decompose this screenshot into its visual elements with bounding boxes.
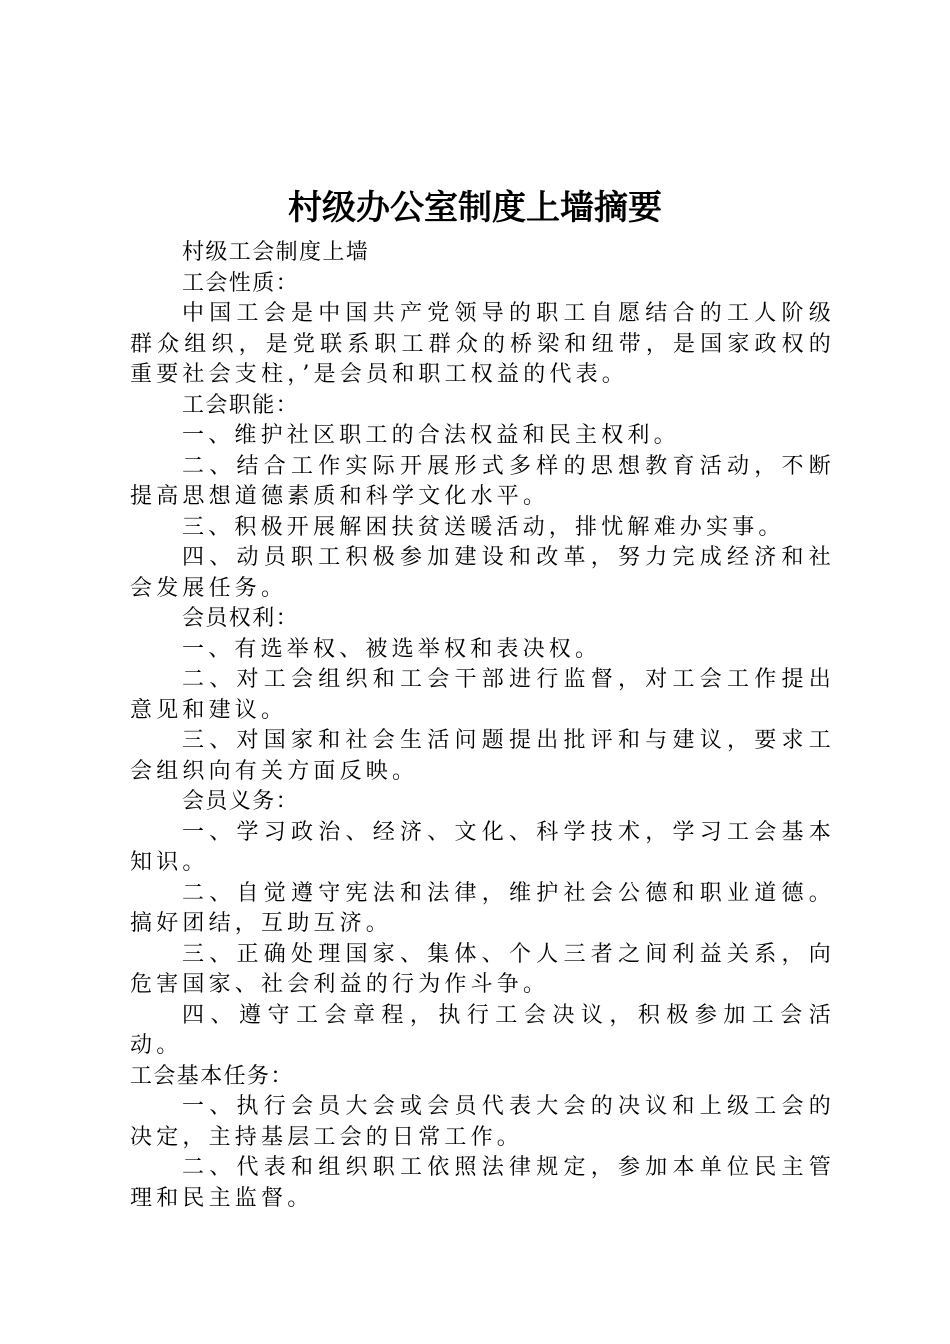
paragraph-function-2: 二、结合工作实际开展形式多样的思想教育活动，不断提高思想道德素质和科学文化水平。 bbox=[130, 453, 835, 509]
paragraph-duty-2: 二、自觉遵守宪法和法律，维护社会公德和职业道德。搞好团结，互助互济。 bbox=[130, 880, 835, 936]
paragraph-union-nature-text: 中国工会是中国共产党领导的职工自愿结合的工人阶级群众组织，是党联系职工群众的桥梁和纽带，是国家政权的重要社会支柱，’是会员和职工权益的代表。 bbox=[130, 301, 835, 387]
paragraph-function-3: 三、积极开展解困扶贫送暖活动，排忧解难办实事。 bbox=[182, 514, 785, 540]
paragraph-function-4: 四、动员职工积极参加建设和改革，努力完成经济和社会发展任务。 bbox=[130, 545, 835, 601]
paragraph-function-1: 一、维护社区职工的合法权益和民主权利。 bbox=[182, 423, 680, 448]
paragraph-union-functions-heading: 工会职能： bbox=[182, 392, 300, 418]
paragraph-basic-tasks-heading: 工会基本任务： bbox=[130, 1063, 294, 1089]
paragraph-right-2: 二、对工会组织和工会干部进行监督，对工会工作提出意见和建议。 bbox=[130, 667, 835, 723]
paragraph-duty-4: 四、遵守工会章程，执行工会决议，积极参加工会活动。 bbox=[130, 1002, 835, 1058]
paragraph-section-heading: 村级工会制度上墙 bbox=[182, 240, 370, 265]
paragraph-duty-1: 一、学习政治、经济、文化、科学技术，学习工会基本知识。 bbox=[130, 819, 835, 875]
paragraph-task-2: 二、代表和组织职工依照法律规定，参加本单位民主管理和民主监督。 bbox=[130, 1155, 835, 1211]
document-body bbox=[130, 238, 835, 1214]
paragraph-right-1: 一、有选举权、被选举权和表决权。 bbox=[182, 636, 602, 662]
paragraph-member-duties-heading: 会员义务： bbox=[182, 789, 300, 814]
document-title: 村级办公室制度上墙摘要 bbox=[288, 188, 662, 228]
paragraph-union-nature-heading: 工会性质： bbox=[182, 270, 300, 296]
paragraph-task-1: 一、执行会员大会或会员代表大会的决议和上级工会的决定，主持基层工会的日常工作。 bbox=[130, 1094, 835, 1150]
paragraph-member-rights-heading: 会员权利： bbox=[182, 606, 300, 631]
paragraph-duty-3: 三、正确处理国家、集体、个人三者之间利益关系，向危害国家、社会利益的行为作斗争。 bbox=[130, 941, 835, 997]
paragraph-right-3: 三、对国家和社会生活问题提出批评和与建议，要求工会组织向有关方面反映。 bbox=[130, 728, 835, 784]
